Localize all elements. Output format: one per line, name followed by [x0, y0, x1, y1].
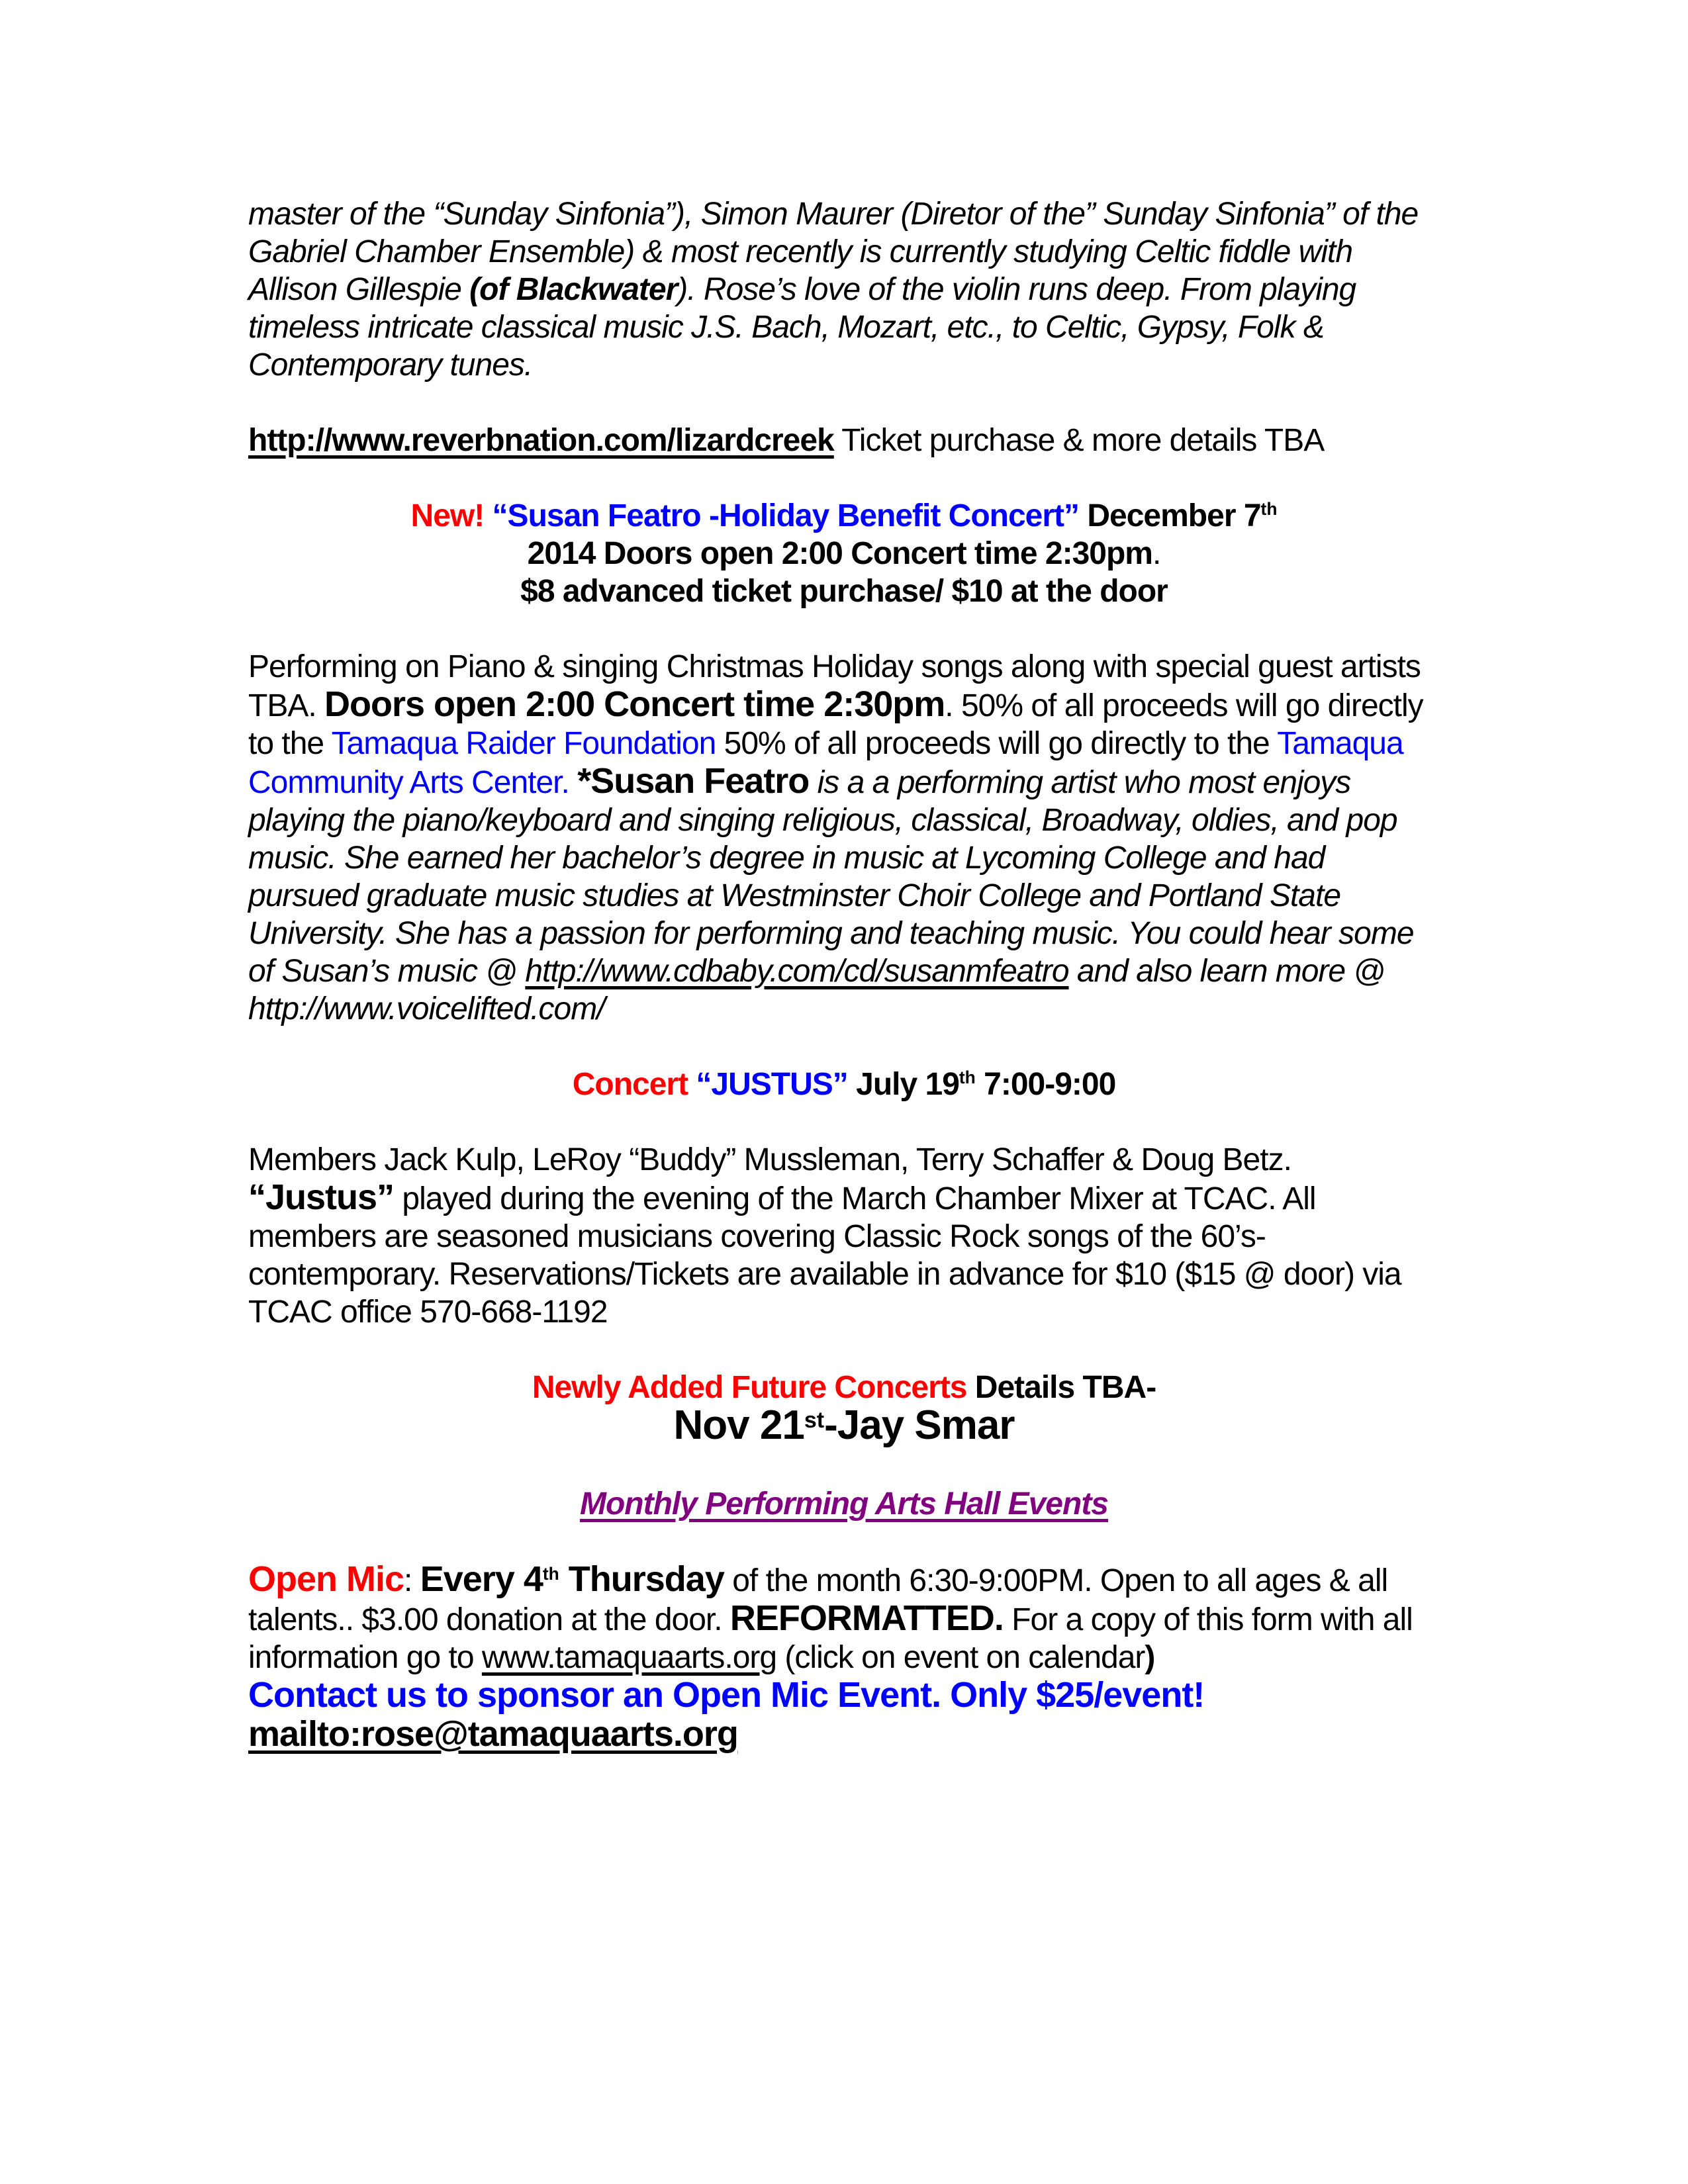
text-run: For a copy of this form with all information go to — [248, 1602, 1413, 1675]
mailto-link[interactable]: mailto:rose@tamaquaarts.org — [248, 1714, 738, 1754]
holiday-concert-heading — [248, 497, 1440, 610]
text-run: . — [1152, 536, 1161, 571]
text-run: : — [404, 1563, 420, 1598]
text-run: Performing on Piano & singing Christmas Holiday songs along with special guest artists TBA. — [248, 649, 1421, 723]
text-run: 7:00-9:00 — [975, 1067, 1116, 1102]
text-run: th — [959, 1068, 976, 1087]
text-run: (of Blackwater — [469, 272, 678, 307]
text-run: Members Jack Kulp, LeRoy “Buddy” Mussleman, Terry Schaffer & Doug Betz. — [248, 1142, 1291, 1177]
justus-concert-heading — [248, 1066, 1440, 1103]
text-run: of the month 6:30-9:00PM. Open to all ages & all talents.. $3.00 donation at the door. — [248, 1563, 1388, 1637]
voicelifted-url: http://www.voicelifted.com/ — [248, 991, 605, 1026]
text-run: Ticket purchase & more details TBA — [833, 423, 1325, 458]
text-run: *Susan Featro — [577, 761, 810, 801]
text-run: is a a performing artist who most enjoys playing the piano/keyboard and singing religious, classical, Broadway, oldies, and pop music. She earned her bachelor’s degree in music at Lycoming College and had pursued graduate music studies at Westminster Choir College and Portland State University. She has a passion for performing and teaching music. You could hear some of Susan’s music @ — [248, 765, 1414, 989]
text-run: . 50% of all proceeds will go directly to the — [248, 688, 1423, 761]
reverbnation-link[interactable]: http://www.reverbnation.com/lizardcreek — [248, 423, 834, 458]
text-run: Thursday — [559, 1559, 724, 1599]
text-run: Tamaqua Community Arts Center. — [248, 726, 1403, 800]
monthly-events-heading — [248, 1485, 1440, 1523]
holiday-concert-paragraph — [248, 648, 1440, 1028]
text-run: th — [542, 1564, 559, 1584]
text-run: (click on event on calendar — [776, 1640, 1145, 1675]
text-run: ) — [1145, 1640, 1155, 1675]
text-run: 50% of all proceeds will go directly to the — [716, 726, 1278, 761]
future-concerts-heading — [248, 1369, 1440, 1447]
rose-bio-paragraph — [248, 195, 1440, 384]
text-run — [569, 765, 577, 800]
text-run: Newly Added Future Concerts — [532, 1370, 967, 1405]
text-run: played during the evening of the March Chamber Mixer at TCAC. All members are seasoned musicians covering Classic Rock songs of the 60’s-contemporary. Reservations/Tickets are available in advance for $10 ($15 @ door) via TCAC office 570-668-1192 — [248, 1181, 1401, 1330]
text-run: Every 4 — [420, 1559, 543, 1599]
text-run: ). Rose’s love of the violin runs deep. From playing timeless intricate classical music J.S. Bach, Mozart, etc., to Celtic, Gypsy, Folk & Contemporary tunes. — [248, 272, 1356, 383]
text-run: New! — [410, 498, 492, 533]
text-run: st — [804, 1408, 825, 1433]
reverbnation-line — [248, 422, 1440, 459]
text-run: Contact us to sponsor an Open Mic Event. Only $25/event! — [248, 1675, 1205, 1715]
text-run: Details TBA- — [966, 1370, 1156, 1405]
text-run: “JUSTUS” — [696, 1067, 848, 1102]
text-run: master of the “Sunday Sinfonia”), Simon Maurer (Diretor of the” Sunday Sinfonia” of the Gabriel Chamber Ensemble) & most recently is currently studying Celtic fiddle with Allison Gillespie — [248, 197, 1419, 307]
justus-concert-paragraph — [248, 1141, 1440, 1331]
tamaquaarts-link[interactable]: www.tamaquaarts.org — [481, 1640, 777, 1675]
text-run: Doors open 2:00 Concert time 2:30pm — [324, 684, 945, 724]
text-run: -Jay Smar — [824, 1402, 1015, 1448]
text-run: Monthly Performing Arts Hall Events — [579, 1486, 1108, 1522]
text-run: 2014 Doors open 2:00 Concert time 2:30pm — [527, 536, 1152, 571]
text-run: REFORMATTED. — [729, 1598, 1004, 1638]
text-run: and also learn more @ — [1068, 954, 1385, 989]
text-run: December 7 — [1079, 498, 1261, 533]
text-run: $8 advanced ticket purchase/ $10 at the door — [520, 574, 1168, 609]
open-mic-paragraph — [248, 1561, 1440, 1754]
text-run: Open Mic — [248, 1559, 404, 1599]
cdbaby-link[interactable]: http://www.cdbaby.com/cd/susanmfeatro — [525, 954, 1069, 989]
text-run: “Susan Featro -Holiday Benefit Concert” — [492, 498, 1080, 533]
text-run: Nov 21 — [673, 1402, 804, 1448]
text-run: July 19 — [847, 1067, 959, 1102]
text-run: Concert — [572, 1067, 696, 1102]
text-run: Tamaqua Raider Foundation — [331, 726, 716, 761]
text-run: “Justus” — [248, 1177, 395, 1217]
text-run: th — [1260, 499, 1278, 519]
